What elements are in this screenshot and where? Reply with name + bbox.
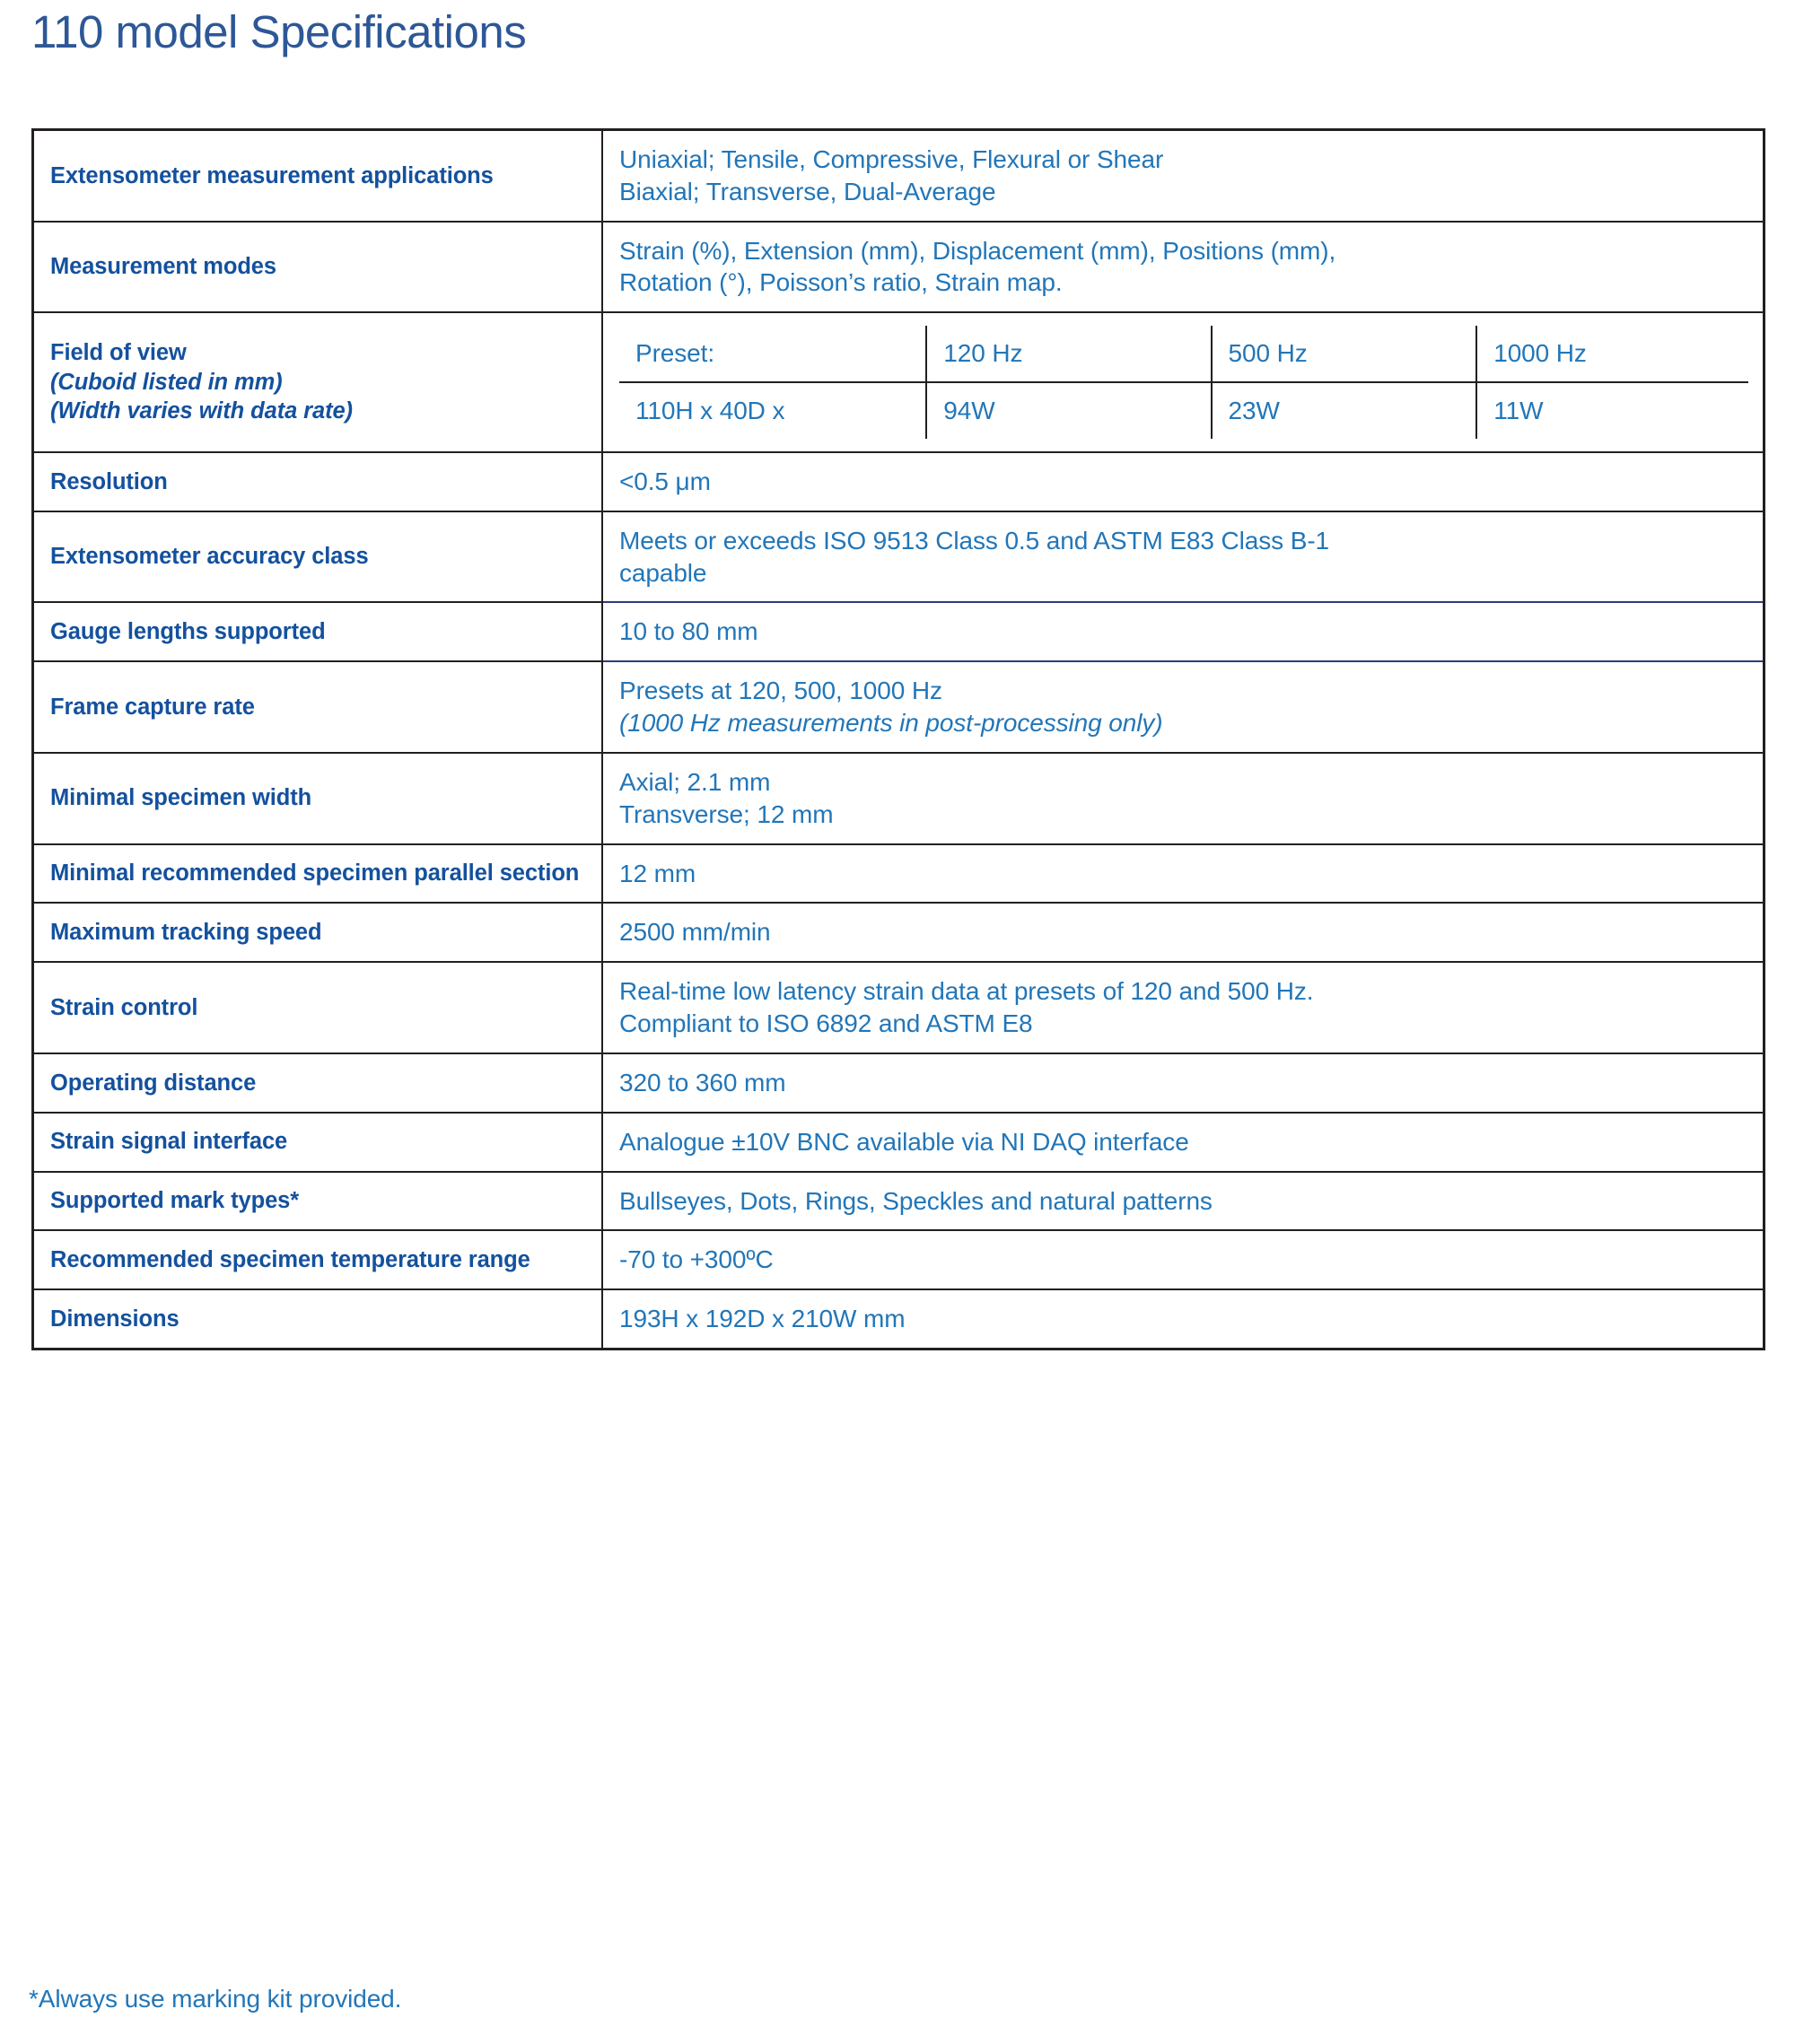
table-row bbox=[33, 844, 1764, 904]
table-row bbox=[33, 130, 1764, 222]
row-label-gauge-lengths-supported: Gauge lengths supported bbox=[33, 602, 603, 661]
value-line: Compliant to ISO 6892 and ASTM E8 bbox=[619, 1009, 1033, 1038]
footnote-marking-kit: *Always use marking kit provided. bbox=[29, 1985, 402, 2013]
row-value-maximum-tracking-speed bbox=[602, 903, 1764, 962]
value-line: 12 mm bbox=[619, 859, 696, 887]
value-line: Transverse; 12 mm bbox=[619, 799, 834, 828]
value-line: Biaxial; Transverse, Dual-Average bbox=[619, 177, 996, 205]
row-label-frame-capture-rate: Frame capture rate bbox=[33, 661, 603, 753]
table-row bbox=[33, 753, 1764, 844]
row-value-operating-distance bbox=[602, 1053, 1764, 1113]
field-of-view-values-row bbox=[619, 382, 1748, 439]
table-row bbox=[33, 1053, 1764, 1113]
row-value-extensometer-accuracy-class bbox=[602, 511, 1764, 603]
table-row bbox=[33, 661, 1764, 753]
value-line: Strain (%), Extension (mm), Displacement (mm), Positions (mm), bbox=[619, 236, 1336, 265]
field-of-view-label-note-cuboid: (Cuboid listed in mm) bbox=[50, 369, 283, 395]
table-row bbox=[33, 452, 1764, 511]
row-value-gauge-lengths-supported bbox=[602, 602, 1764, 661]
value-line: 10 to 80 mm bbox=[619, 617, 758, 646]
value-line: Rotation (°), Poisson’s ratio, Strain map. bbox=[619, 268, 1063, 297]
value-line: Real-time low latency strain data at presets of 120 and 500 Hz. bbox=[619, 977, 1314, 1006]
value-line-italic-note: (1000 Hz measurements in post-processing only) bbox=[619, 709, 1163, 738]
row-label-operating-distance: Operating distance bbox=[33, 1053, 603, 1113]
row-value-field-of-view bbox=[602, 312, 1764, 452]
table-row bbox=[33, 511, 1764, 603]
table-row bbox=[33, 903, 1764, 962]
value-line: <0.5 μm bbox=[619, 467, 711, 495]
value-line: Presets at 120, 500, 1000 Hz bbox=[619, 677, 942, 705]
table-row bbox=[33, 1172, 1764, 1231]
row-value-minimal-specimen-width bbox=[602, 753, 1764, 844]
field-of-view-label-main: Field of view bbox=[50, 340, 187, 366]
row-value-strain-control bbox=[602, 962, 1764, 1053]
table-row bbox=[33, 602, 1764, 661]
row-label-strain-control: Strain control bbox=[33, 962, 603, 1053]
page-title: 110 model Specifications bbox=[31, 6, 527, 57]
specifications-table bbox=[31, 128, 1765, 1350]
fov-header-preset: Preset: bbox=[619, 326, 926, 382]
row-label-resolution: Resolution bbox=[33, 452, 603, 511]
fov-value-base-dimensions: 110H x 40D x bbox=[619, 382, 926, 439]
row-label-strain-signal-interface: Strain signal interface bbox=[33, 1113, 603, 1172]
value-line: Meets or exceeds ISO 9513 Class 0.5 and ASTM E83 Class B-1 bbox=[619, 526, 1330, 555]
fov-header-1000hz: 1000 Hz bbox=[1476, 326, 1748, 382]
row-label-minimal-recommended-specimen-parallel-section: Minimal recommended specimen parallel section bbox=[33, 844, 603, 904]
fov-value-120hz-width: 94W bbox=[926, 382, 1211, 439]
value-line: 193H x 192D x 210W mm bbox=[619, 1305, 906, 1333]
fov-header-120hz: 120 Hz bbox=[926, 326, 1211, 382]
row-value-dimensions bbox=[602, 1289, 1764, 1349]
value-line: -70 to +300ºC bbox=[619, 1245, 774, 1274]
row-label-field-of-view bbox=[33, 312, 603, 452]
table-row bbox=[33, 1289, 1764, 1349]
row-value-recommended-specimen-temperature-range bbox=[602, 1230, 1764, 1289]
row-label-maximum-tracking-speed: Maximum tracking speed bbox=[33, 903, 603, 962]
field-of-view-label-note-width: (Width varies with data rate) bbox=[50, 398, 353, 424]
table-row bbox=[33, 222, 1764, 313]
row-label-minimal-specimen-width: Minimal specimen width bbox=[33, 753, 603, 844]
row-value-minimal-recommended-specimen-parallel-section bbox=[602, 844, 1764, 904]
value-line: Axial; 2.1 mm bbox=[619, 767, 771, 796]
row-label-extensometer-measurement-applications: Extensometer measurement applications bbox=[33, 130, 603, 222]
value-line: Analogue ±10V BNC available via NI DAQ interface bbox=[619, 1127, 1189, 1156]
table-row bbox=[33, 962, 1764, 1053]
row-value-strain-signal-interface bbox=[602, 1113, 1764, 1172]
value-line: Bullseyes, Dots, Rings, Speckles and natural patterns bbox=[619, 1186, 1213, 1215]
field-of-view-header-row bbox=[619, 326, 1748, 382]
field-of-view-grid bbox=[619, 326, 1748, 439]
value-line: Uniaxial; Tensile, Compressive, Flexural or Shear bbox=[619, 145, 1164, 173]
table-row bbox=[33, 1230, 1764, 1289]
value-line: 2500 mm/min bbox=[619, 918, 771, 947]
row-value-measurement-modes bbox=[602, 222, 1764, 313]
value-line: 320 to 360 mm bbox=[619, 1068, 786, 1096]
value-line: capable bbox=[619, 558, 707, 587]
row-label-measurement-modes: Measurement modes bbox=[33, 222, 603, 313]
row-value-extensometer-measurement-applications bbox=[602, 130, 1764, 222]
row-label-extensometer-accuracy-class: Extensometer accuracy class bbox=[33, 511, 603, 603]
fov-header-500hz: 500 Hz bbox=[1212, 326, 1477, 382]
row-value-frame-capture-rate bbox=[602, 661, 1764, 753]
row-label-recommended-specimen-temperature-range: Recommended specimen temperature range bbox=[33, 1230, 603, 1289]
row-label-dimensions: Dimensions bbox=[33, 1289, 603, 1349]
row-value-resolution bbox=[602, 452, 1764, 511]
row-label-supported-mark-types: Supported mark types* bbox=[33, 1172, 603, 1231]
row-value-supported-mark-types bbox=[602, 1172, 1764, 1231]
fov-value-500hz-width: 23W bbox=[1212, 382, 1477, 439]
fov-value-1000hz-width: 11W bbox=[1476, 382, 1748, 439]
table-row-field-of-view bbox=[33, 312, 1764, 452]
table-row bbox=[33, 1113, 1764, 1172]
